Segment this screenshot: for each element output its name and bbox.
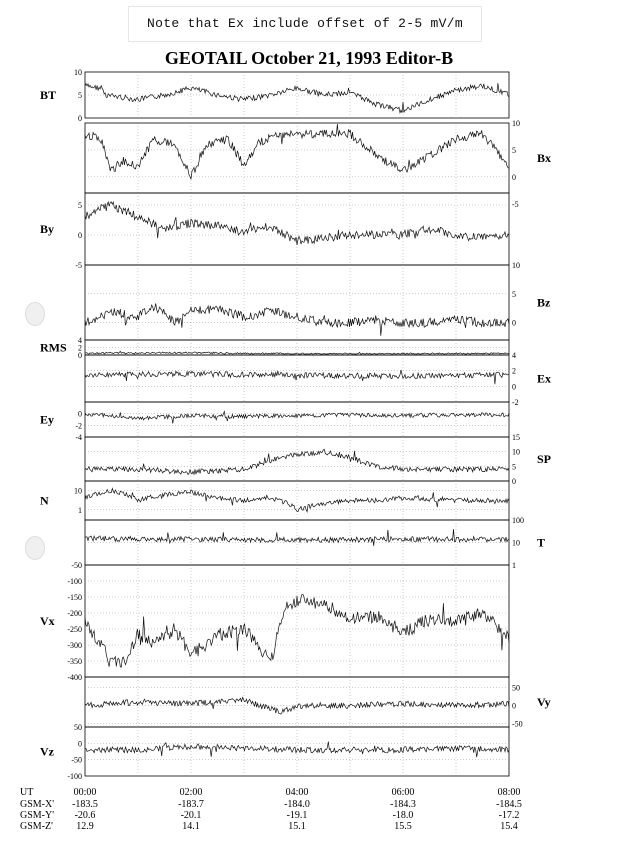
tick-label-vy: 0	[512, 701, 516, 711]
tick-label-ex: 2	[512, 366, 516, 376]
footer-value: -183.5	[72, 799, 98, 810]
tick-label-vz: -50	[71, 755, 82, 765]
footer-value: 04:00	[285, 787, 309, 798]
footer-value: 02:00	[179, 787, 203, 798]
tick-label-rms: 0	[78, 351, 82, 360]
axis-label-vz: Vz	[40, 744, 54, 759]
tick-label-ey: 0	[78, 409, 82, 419]
footer-value: 15.1	[288, 821, 306, 832]
footer-row-label: GSM-Y'	[20, 810, 55, 821]
tick-label-vz: 50	[74, 723, 82, 732]
tick-label-bx: 10	[512, 119, 520, 128]
footer-value: 15.4	[500, 821, 518, 832]
footer-value: -184.0	[284, 799, 310, 810]
tick-label-by: -5	[75, 261, 82, 270]
tick-label-bx: -5	[512, 199, 519, 209]
footer-row-label: GSM-Z'	[20, 821, 53, 832]
tick-label-vz: -100	[67, 772, 82, 781]
footer-value: 06:00	[391, 787, 415, 798]
tick-label-vx: -400	[67, 673, 82, 682]
axis-label-ey: Ey	[40, 412, 55, 427]
footer-value: -184.5	[496, 799, 522, 810]
axis-label-n: N	[40, 493, 49, 508]
tick-label-vy: -50	[512, 719, 523, 729]
tick-label-sp: 0	[512, 477, 516, 486]
footer-value: 12.9	[76, 821, 94, 832]
tick-label-sp: 10	[512, 447, 520, 457]
tick-label-by: 5	[78, 201, 82, 210]
tick-label-bz: 5	[512, 289, 516, 299]
tick-label-n: 10	[74, 486, 82, 496]
tick-label-vx: -100	[67, 577, 82, 586]
tick-label-vz: 0	[78, 739, 82, 749]
axis-label-ex: Ex	[537, 371, 552, 386]
tick-label-bt: 5	[78, 91, 82, 100]
footer-value: -19.1	[286, 810, 308, 821]
footer-value: -20.6	[74, 810, 96, 821]
offset-note: Note that Ex include offset of 2-5 mV/m	[128, 6, 482, 42]
tick-label-bz: 10	[512, 261, 520, 270]
axis-label-vy: Vy	[537, 695, 551, 709]
data-series-t	[85, 529, 509, 546]
axis-label-bx: Bx	[537, 151, 552, 165]
tick-label-bt: 0	[78, 114, 82, 123]
tick-label-vx: -200	[67, 609, 82, 618]
tick-label-vx: -250	[67, 625, 82, 634]
tick-label-vx: -150	[67, 593, 82, 602]
tick-label-ex: -2	[512, 398, 519, 407]
tick-label-ey: -4	[75, 433, 82, 442]
tick-label-by: 0	[78, 231, 82, 240]
footer-value: -20.1	[180, 810, 202, 821]
data-series-vx	[85, 594, 509, 667]
tick-label-rms: 2	[78, 343, 82, 353]
footer-row-label: GSM-X'	[20, 799, 55, 810]
footer-value: 14.1	[182, 821, 200, 832]
tick-label-t: 1	[512, 561, 516, 570]
tick-label-vx: -50	[71, 561, 82, 570]
footer-value: 15.5	[394, 821, 412, 832]
footer-row-label: UT	[20, 787, 34, 798]
footer-value: 08:00	[497, 787, 521, 798]
tick-label-n: 1	[78, 505, 82, 515]
footer-value: 00:00	[73, 787, 97, 798]
tick-label-vx: -300	[67, 641, 82, 650]
tick-label-sp: 5	[512, 462, 516, 472]
data-series-ey	[85, 412, 509, 424]
tick-label-ex: 0	[512, 382, 516, 392]
tick-label-rms: 4	[78, 336, 82, 345]
panel-frame-bx	[85, 123, 509, 193]
footer-value: -17.2	[498, 810, 520, 821]
axis-label-by: By	[40, 222, 55, 236]
tick-label-ex: 4	[512, 351, 516, 360]
tick-label-bx: 0	[512, 172, 516, 182]
panel-frame-vx	[85, 565, 509, 677]
tick-label-bt: 10	[74, 68, 82, 77]
tick-label-bx: 5	[512, 145, 516, 155]
axis-label-rms: RMS	[40, 340, 67, 355]
footer-value: -18.0	[392, 810, 414, 821]
tick-label-vy: 50	[512, 683, 520, 693]
tick-label-bz: 0	[512, 318, 516, 328]
axis-label-vx: Vx	[40, 614, 55, 628]
axis-label-bt: BT	[40, 88, 57, 102]
tick-label-t: 10	[512, 538, 520, 548]
tick-label-ey: -2	[75, 421, 82, 431]
tick-label-t: 100	[512, 516, 524, 525]
tick-label-vx: -350	[67, 657, 82, 666]
footer-value: -183.7	[178, 799, 204, 810]
axis-label-t: T	[537, 535, 546, 550]
footer-value: -184.3	[390, 799, 416, 810]
tick-label-sp: 15	[512, 433, 520, 442]
chart-title: GEOTAIL October 21, 1993 Editor-B	[164, 48, 454, 68]
axis-label-bz: Bz	[537, 295, 551, 310]
axis-label-sp: SP	[537, 452, 552, 466]
